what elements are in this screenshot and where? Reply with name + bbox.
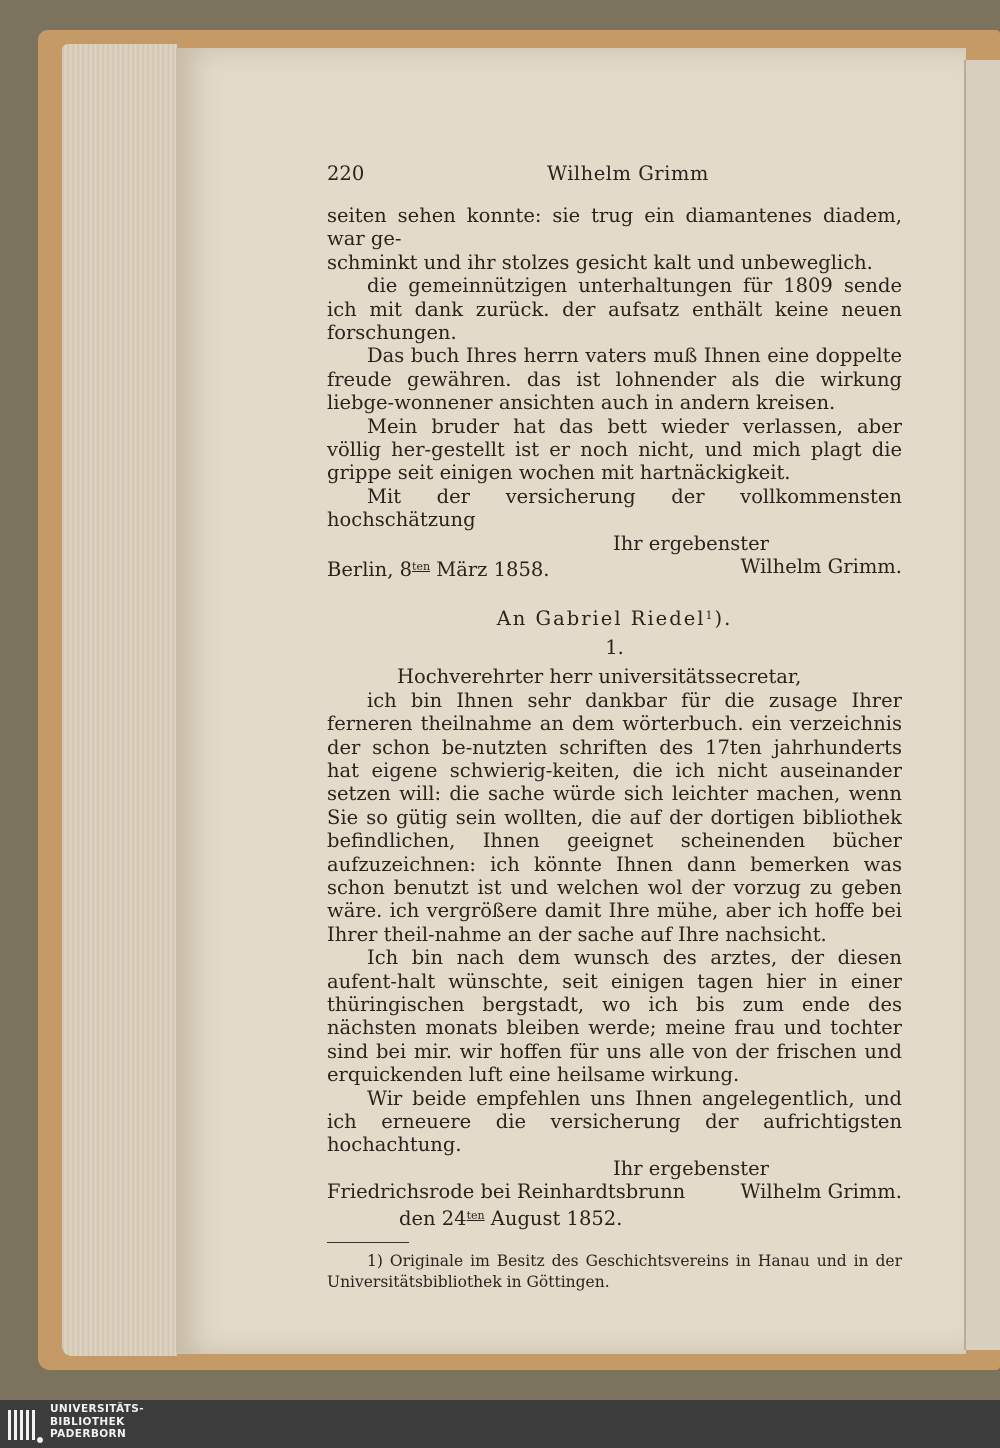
paragraph: Mein bruder hat das bett wieder verlassen, aber völlig her-gestellt ist er noch nicht, und mich plagt die grippe seit einigen wochen mit hartnäckigkeit. xyxy=(327,414,902,485)
page-edges xyxy=(62,44,177,1356)
running-title: Wilhelm Grimm xyxy=(547,162,709,185)
library-logo-bar xyxy=(0,1400,1000,1448)
paragraph: Wir beide empfehlen uns Ihnen angelegentlich, und ich erneuere die versicherung der aufrichtigsten hochachtung. xyxy=(327,1086,902,1157)
text-line: schminkt und ihr stolzes gesicht kalt und unbeweglich. xyxy=(327,250,873,274)
running-head xyxy=(327,162,902,188)
place-date-row xyxy=(327,555,902,581)
place-date: Berlin, $8^{ten}$ März 1858. xyxy=(327,558,550,582)
signature: Wilhelm Grimm. xyxy=(740,1180,902,1204)
page-body xyxy=(327,204,902,1293)
place: Friedrichsrode bei Reinhardtsbrunn xyxy=(327,1180,686,1204)
letter-number: 1. xyxy=(605,635,624,659)
ergebenster-line: Ihr ergebenster xyxy=(613,1156,769,1180)
paragraph: die gemeinnützigen unterhaltungen für 1809 sende ich mit dank zurück. der aufsatz enthält keine neuen forschungen. xyxy=(327,274,902,345)
salutation: Hochverehrter herr universitätssecretar, xyxy=(397,665,802,689)
library-logo-icon xyxy=(6,1406,44,1444)
text-line: seiten sehen konnte: sie trug ein diamantenes diadem, war ge- xyxy=(327,204,902,251)
letter-heading: An Gabriel Riedel$^1$). xyxy=(496,606,733,630)
ergebenster-line: Ihr ergebenster xyxy=(613,531,769,555)
letter-date: den $24^{ten}$ August 1852. xyxy=(399,1206,623,1230)
footnote: 1) Originale im Besitz des Geschichtsvereins in Hanau und in der Universitätsbibliothek in Göttingen. xyxy=(327,1252,902,1292)
signature: Wilhelm Grimm. xyxy=(740,555,902,579)
page-number: 220 xyxy=(327,162,365,185)
paragraph: Das buch Ihres herrn vaters muß Ihnen eine doppelte freude gewähren. das ist lohnender als die wirkung liebge-wonnener ansichten auch in andern kreisen. xyxy=(327,344,902,415)
library-logo-text: UNIVERSITÄTS- BIBLIOTHEK PADERBORN xyxy=(50,1403,145,1440)
footnote-rule xyxy=(327,1242,409,1243)
paragraph: ich bin Ihnen sehr dankbar für die zusage Ihrer ferneren theilnahme an dem wörterbuch. ein verzeichnis der schon be-nutzten schriften des 17ten jahrhunderts hat eigene schwierig-keiten, die ich nicht auseinander setzen will: die sache würde sich leichter machen, wenn Sie so gütig sein wollten, die auf der dortigen bibliothek befindlichen, Ihnen geeignet scheinenden bücher aufzuzeichnen: ich könnte Ihnen dann bemerken was schon benutzt ist und welchen wol der vorzug zu geben wäre. ich vergrößere damit Ihre mühe, aber ich hoffe bei Ihrer theil-nahme an der sache auf Ihre nachsicht. xyxy=(327,688,902,946)
paragraph: Ich bin nach dem wunsch des arztes, der diesen aufent-halt wünschte, seit einigen tagen hier in einer thüringischen bergstadt, wo ich bis zum ende des nächsten monats bleiben werde; meine frau und tochter sind bei mir. wir hoffen für uns alle von der frischen und erquickenden luft eine heilsame wirkung. xyxy=(327,946,902,1087)
facing-page-edge xyxy=(964,60,1000,1350)
place-signature-row xyxy=(327,1180,902,1203)
closing-line: Mit der versicherung der vollkommensten hochschätzung xyxy=(327,484,902,532)
